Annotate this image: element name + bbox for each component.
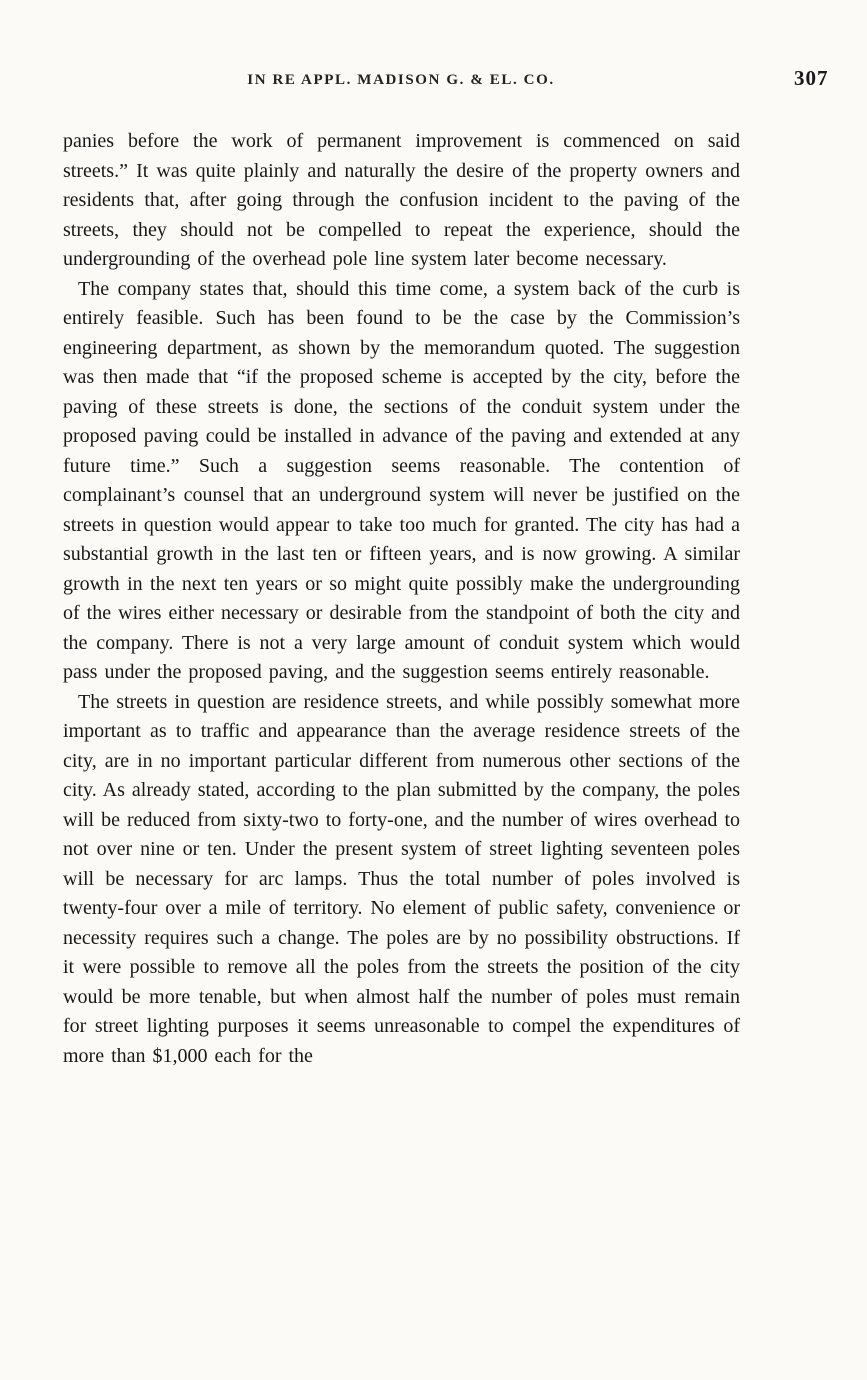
running-head: IN RE APPL. MADISON G. & EL. CO. [247,72,555,88]
paragraph: The company states that, should this time come, a system back of the curb is entirely feasible. Such has been found to be the case by the Commission’s engineering department, as shown by the memorandum quoted. The suggestion was then made that “if the proposed scheme is accepted by the city, before the paving of these streets is done, the sections of the conduit system under the proposed paving could be installed in advance of the paving and extended at any future time.” Such a suggestion seems reasonable. The contention of complainant’s counsel that an underground system will never be justified on the streets in question would appear to take too much for granted. The city has had a substantial growth in the last ten or fifteen years, and is now growing. A similar growth in the next ten years or so might quite possibly make the undergrounding of the wires either necessary or desirable from the standpoint of both the city and the company. There is not a very large amount of conduit system which would pass under the proposed paving, and the suggestion seems entirely reasonable. [63,277,740,683]
paragraph: panies before the work of permanent improvement is commenced on said streets.” It was quite plainly and naturally the desire of the property owners and residents that, after going through the confusion incident to the paving of the streets, they should not be compelled to repeat the experience, should the undergrounding of the overhead pole line system later become necessary. [63,130,740,270]
body-text [63,127,740,1071]
paragraph: The streets in question are residence streets, and while possibly somewhat more important as to traffic and appearance than the average residence streets of the city, are in no important particular different from numerous other sections of the city. As already stated, according to the plan submitted by the company, the poles will be reduced from sixty-two to forty-one, and the number of wires overhead to not over nine or ten. Under the present system of street lighting seventeen poles will be necessary for arc lamps. Thus the total number of poles involved is twenty-four over a mile of territory. No element of public safety, convenience or necessity requires such a change. The poles are by no possibility obstructions. If it were possible to remove all the poles from the streets the position of the city would be more tenable, but when almost half the number of poles must remain for street lighting purposes it seems unreasonable to compel the expenditures of more than $1,000 each for the [63,690,740,1067]
page-number: 307 [794,66,829,90]
